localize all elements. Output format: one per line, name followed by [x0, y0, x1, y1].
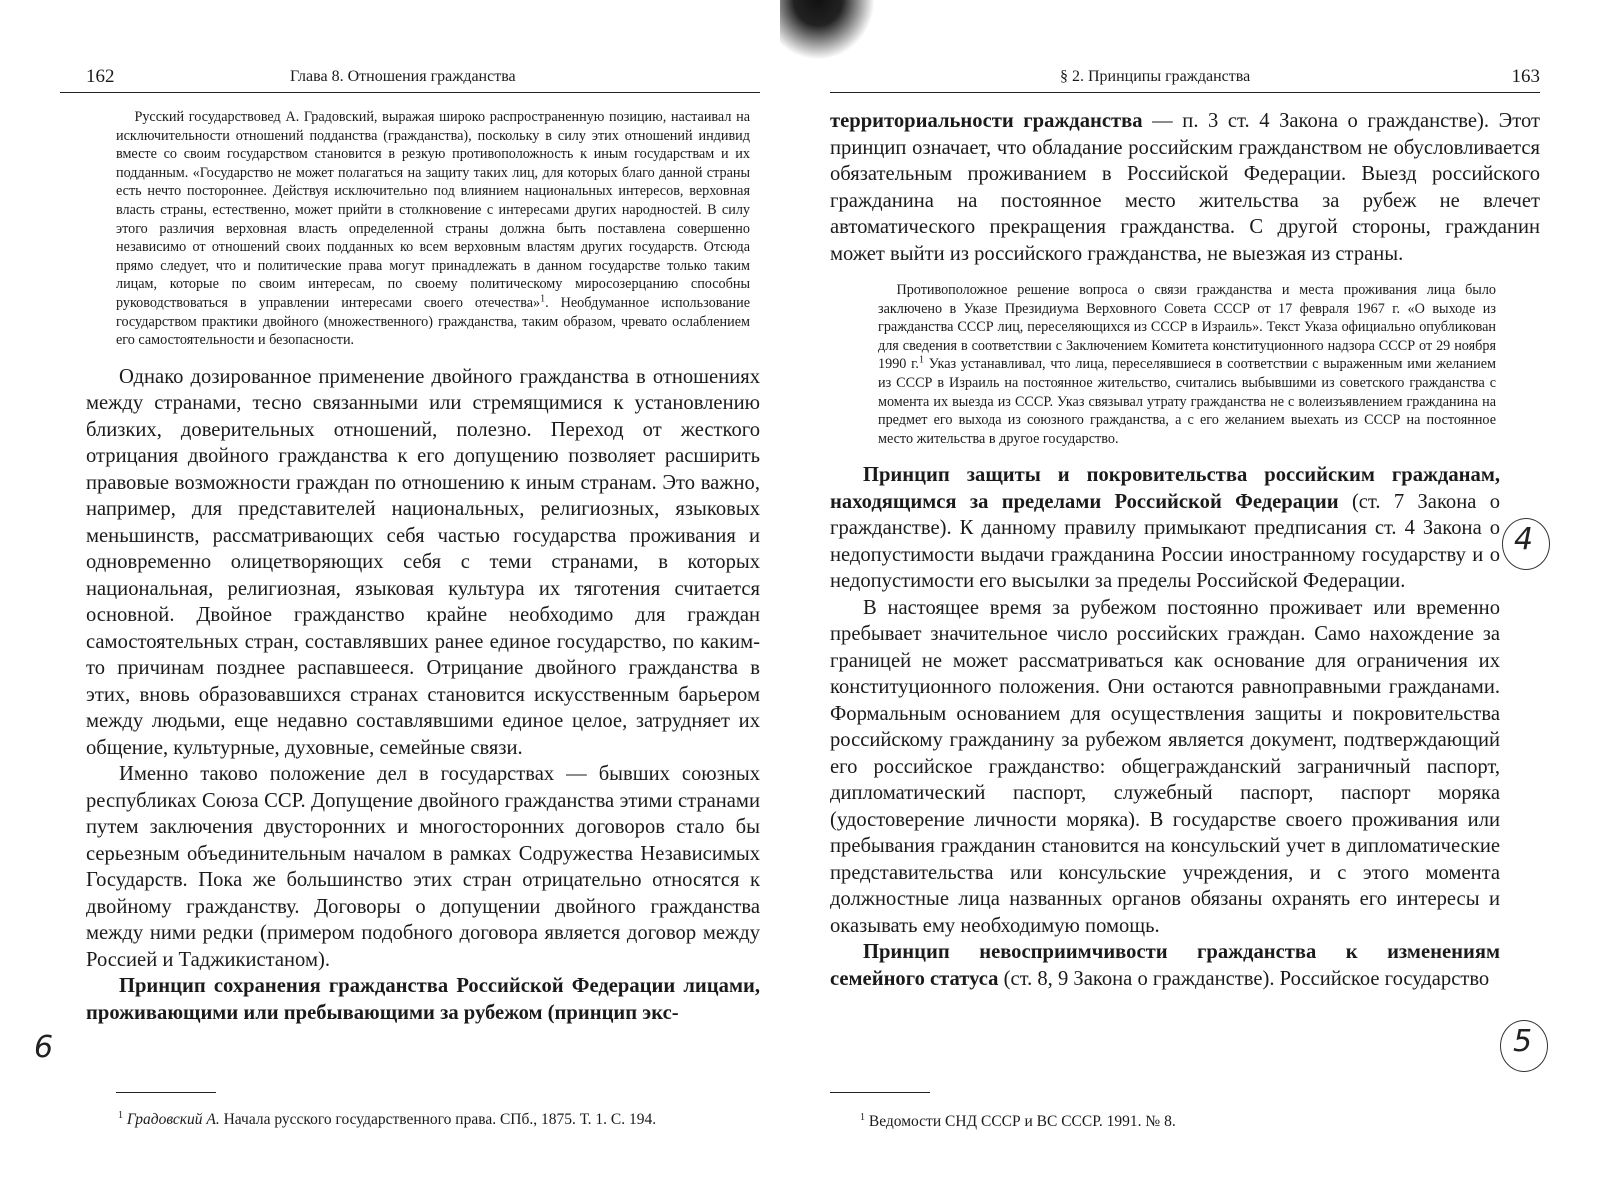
right-paragraph-2: Принцип защиты и покровительства российским гражданам, находящимся за пределами Российской Федерации (ст. 7 Закона о гражданстве). К данному правилу примыкают предписания ст. 4 Закона о недопустимости выдачи гражданина России иностранному государству и о недопустимости его высылки за пределы Российской Федерации. — [830, 464, 1500, 593]
right-running-head-title: § 2. Принципы гражданства — [1060, 68, 1251, 85]
right-page-number: 163 — [1511, 66, 1540, 87]
left-paragraph-2: Именно таково положение дел в государствах — бывших союзных республиках Союза ССР. Допущение двойного гражданства этими странами путем заключения двусторонних и многосторонних договоров стало бы серьезным объединительным началом в рамках Содружества Независимых Государств. Пока же большинство этих стран отрицательно относятся к двойному гражданству. Договоры о допущении двойного гражданства между ними редки (примером подобного договора является договор между Россией и Таджикистаном). — [86, 763, 760, 971]
right-running-head — [830, 64, 1540, 93]
left-footnote-rule — [116, 1092, 216, 1093]
left-running-head-title: Глава 8. Отношения гражданства — [290, 68, 516, 85]
right-footnote: $^1$ Ведомости СНД СССР и ВС СССР. 1991. № 8. — [860, 1111, 1176, 1130]
left-page-number: 162 — [86, 66, 115, 87]
handwritten-margin-note-4: 4 — [1514, 522, 1534, 557]
left-paragraph-3-heading: Принцип сохранения гражданства Российской Федерации лицами, проживающими или пребывающими за рубежом (принцип экс- — [86, 975, 760, 1024]
footnote-author: Градовский А. — [126, 1111, 220, 1128]
footnote-reference: 1 — [540, 293, 546, 305]
right-page-content — [830, 108, 1540, 992]
right-page — [830, 0, 1540, 1179]
handwritten-margin-note-6: 6 — [34, 1030, 54, 1065]
left-page-content — [60, 108, 760, 1026]
left-paragraph-1: Однако дозированное применение двойного гражданства в отношениях между странами, тесно связанными или стремящимися к установлению близких, доверительных отношений, полезно. Переход от жесткого отрицания двойного гражданства к его допущению позволяет расширить правовые возможности граждан по отношению к иным странам. Это важно, например, для представителей национальных, религиозных, языковых меньшинств, рассматривающих себя частью государства проживания и одновременно олицетворяющих себя с теми странами, в которых национальная, религиозная, языковая культура их тяготения считается основной. Двойное гражданство крайне необходимо для граждан самостоятельных стран, составлявших ранее единое государство, по каким-то причинам позднее распавшееся. Отрицание двойного гражданства в этих, вновь образовавшихся странах становится искусственным барьером между людьми, еще недавно составлявшими единое целое, затрудняет их общение, культурные, духовные, семейные связи. — [86, 365, 760, 759]
right-paragraph-3: В настоящее время за рубежом постоянно проживает или временно пребывает значительное число российских граждан. Само нахождение за границей не может рассматриваться как основание для ограничения их конституционного положения. Они остаются равноправными гражданами. Формальным основанием для осуществления защиты и покровительства российскому гражданину за рубежом является документ, подтверждающий его российское гражданство: общегражданский заграничный паспорт, дипломатический паспорт, служебный паспорт, паспорт моряка (удостоверение личности моряка). В государстве своего проживания или пребывания гражданин становится на консульский учет в дипломатические представительства или консульские учреждения, и с этого момента должностные лица названных органов обязаны охранять его интересы и оказывать ему необходимую помощь. — [830, 596, 1500, 937]
right-paragraph-1: территориальности гражданства — п. 3 ст. 4 Закона о гражданстве). Этот принцип означает, что обладание российским гражданством не обусловливается обязательным проживанием в Российской Федерации. Выезд российского гражданина на постоянное место жительства за рубеж не влечет автоматического прекращения гражданства. С другой стороны, гражданин может выйти из российского гражданства, не выезжая из страны. — [830, 110, 1540, 265]
left-page — [34, 0, 760, 1179]
left-running-head — [60, 64, 760, 93]
left-footnote: $^1$ Градовский А. Начала русского государственного права. СПб., 1875. Т. 1. С. 194. — [118, 1109, 657, 1128]
right-footnote-rule — [830, 1092, 930, 1093]
right-small-paragraph: Противоположное решение вопроса о связи гражданства и места проживания лица было заключено в Указе Президиума Верховного Совета СССР от 17 февраля 1967 г. «О выходе из гражданства СССР лиц, переселяющихся из СССР в Израиль». Текст Указа официально опубликован для сведения в соответствии с Заключением Комитета конституционного надзора СССР от 29 ноября 1990 г.$^1$ Указ устанавливал, что лица, переселявшиеся в соответствии с выраженным ими желанием из СССР в Израиль на постоянное жительство, считались выбывшими из советского гражданства с момента их выезда из СССР. Указ связывал утрату гражданства не с волеизъявлением гражданина на предмет его выхода из союзного гражданства, а с его желанием выехать из СССР на постоянное место жительства в другое государство. — [878, 282, 1496, 447]
handwritten-margin-note-5: 5 — [1513, 1024, 1533, 1059]
right-paragraph-4: Принцип невосприимчивости гражданства к изменениям семейного статуса (ст. 8, 9 Закона о гражданстве). Российское государство — [830, 941, 1500, 990]
quote-paragraph: Русский государствовед А. Градовский, выражая широко распространенную позицию, настаивал на исключительности отношений подданства (гражданства), поскольку в силу этих отношений индивид вместе со своим государством становится в резкую противоположность к иным государствам и их подданным. «Государство не может полагаться на защиту таких лиц, для которых благо данной страны есть нечто постороннее. Действуя исключительно под влиянием национальных интересов, верховная власть страны, естественно, может прийти в столкновение с интересами других народностей. В силу этого различия верховная власть определенной страны должна быть поставлена совершенно независимо от отношений своих подданных ко всем верховным властям других государств. Отсюда прямо следует, что и политические права могут принадлежать в данном государстве только таким лицам, которые по своим интересам, по своему политическому миросозерцанию способны руководствоваться в управлении интересами своего отечества»$^1$. Необдуманное использование государством практики двойного (множественного) гражданства, таким образом, чревато ослаблением его самостоятельности и безопасности. — [116, 109, 750, 349]
